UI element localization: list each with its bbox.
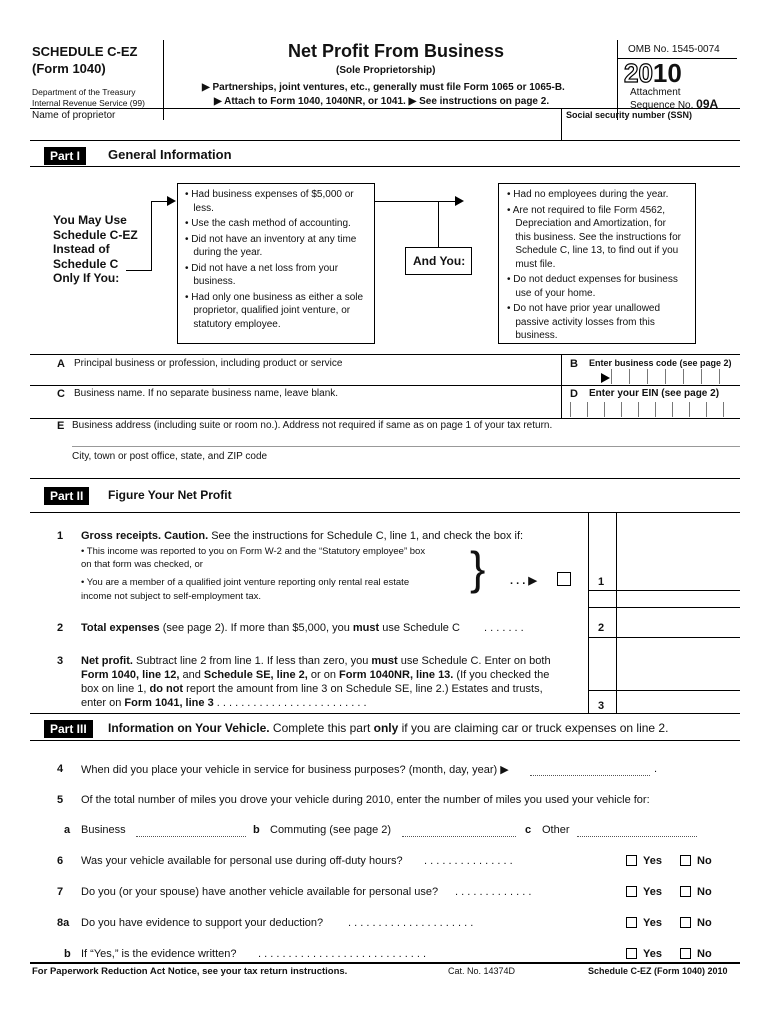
tax-year: 2010: [624, 58, 682, 88]
form-sub: (Form 1040): [32, 61, 106, 76]
line1-bullet1b: on that form was checked, or: [81, 559, 203, 570]
condition-b-line: use of your home.: [507, 287, 596, 299]
line8b-no-label: No: [697, 948, 712, 960]
line3-amount-field[interactable]: [617, 690, 740, 713]
line8a-no-checkbox[interactable]: [680, 917, 691, 928]
line4-date-field[interactable]: [530, 775, 650, 776]
condition-a-line: statutory employee.: [185, 318, 281, 330]
line4-label: When did you place your vehicle in service for business purposes? (month, day, year) ▶: [81, 764, 509, 776]
line8a-number: 8a: [57, 917, 70, 929]
line2-dots: . . . . . . .: [484, 622, 524, 634]
part3-title: Information on Your Vehicle. Complete this part only if you are claiming car or truck expenses on line 2.: [108, 721, 669, 735]
may-use-text: [53, 213, 138, 286]
condition-b-line: • Do not deduct expenses for business: [507, 274, 678, 285]
line5b-label: Commuting (see page 2): [270, 824, 392, 836]
conditions-list-a: [185, 188, 363, 331]
line-c-label: Business name. If no separate business name, leave blank.: [74, 388, 339, 399]
line8a-label: Do you have evidence to support your deduction?: [81, 917, 324, 929]
instruction-line1: ▶ Partnerships, joint ventures, etc., generally must file Form 1065 or 1065-B.: [202, 82, 565, 93]
line-c-letter: C: [57, 388, 65, 400]
line5b-letter: b: [253, 824, 260, 836]
arrow-right-icon: [601, 373, 610, 383]
line6-number: 6: [57, 855, 64, 867]
condition-a-line: • Did not have a net loss from your: [185, 262, 339, 274]
catalog-number: Cat. No. 14374D: [448, 966, 516, 976]
form-id: SCHEDULE C-EZ: [32, 44, 138, 59]
line3-row2: Form 1040, line 12, and Schedule SE, line 2, or on Form 1040NR, line 13. (If you checked the: [81, 669, 550, 681]
line8b-yes-checkbox[interactable]: [626, 948, 637, 959]
line8b-yes-label: Yes: [643, 948, 662, 960]
commuting-miles-field[interactable]: [402, 836, 516, 837]
line1-bullet1a: • This income was reported to you on Form W-2 and the “Statutory employee” box: [81, 546, 426, 557]
condition-b-line: • Do not have prior year unallowed: [507, 303, 661, 314]
ein-field[interactable]: [570, 402, 740, 417]
condition-a-line: • Did not have an inventory at any time: [185, 233, 357, 245]
line6-yes-label: Yes: [643, 855, 662, 867]
line5a-letter: a: [64, 824, 71, 836]
paperwork-notice: For Paperwork Reduction Act Notice, see your tax return instructions.: [32, 966, 348, 977]
line2-amount-field[interactable]: [617, 608, 740, 636]
condition-b-line: • Are not required to file Form 4562,: [507, 204, 666, 216]
line3-row3: box on line 1, do not report the amount from line 3 on Schedule SE, line 2.) Estates and trusts,: [81, 683, 543, 695]
proprietor-name-label: Name of proprietor: [32, 110, 116, 121]
line1-bullet2b: income not subject to self-employment tax.: [81, 591, 262, 602]
form-subtitle: (Sole Proprietorship): [336, 65, 436, 76]
part2-label: Part II: [44, 487, 89, 505]
line7-dots: . . . . . . . . . . . . .: [455, 886, 532, 898]
line-e-letter: E: [57, 420, 65, 432]
condition-b-line: Schedule C, line 13, to find out if you: [507, 245, 679, 256]
line1-label: Gross receipts. Caution. See the instructions for Schedule C, line 1, and check the box if:: [81, 530, 524, 542]
line1-amount-field[interactable]: [617, 591, 740, 607]
line7-no-label: No: [697, 886, 712, 898]
line8a-yes-checkbox[interactable]: [626, 917, 637, 928]
conditions-list-b: [507, 188, 681, 343]
and-you-label: And You:: [413, 254, 466, 268]
condition-a-line: • Use the cash method of accounting.: [185, 218, 351, 229]
may-use-line: Schedule C: [53, 256, 119, 271]
other-miles-field[interactable]: [577, 836, 697, 837]
part1-label: Part I: [44, 147, 86, 165]
city-label: City, town or post office, state, and ZIP code: [72, 451, 268, 462]
line5c-label: Other: [542, 824, 570, 836]
arrow-right-icon: [455, 196, 464, 206]
line7-yes-checkbox[interactable]: [626, 886, 637, 897]
line8b-label: If “Yes,” is the evidence written?: [81, 948, 237, 960]
condition-b-line: business.: [507, 330, 558, 341]
line8b-no-checkbox[interactable]: [680, 948, 691, 959]
line-b-label: Enter business code (see page 2): [589, 358, 732, 368]
line7-label: Do you (or your spouse) have another vehicle available for personal use?: [81, 886, 439, 898]
line6-yes-checkbox[interactable]: [626, 855, 637, 866]
line3-row4: enter on Form 1041, line 3 . . . . . . . . . . . . . . . . . . . . . . . . .: [81, 697, 367, 709]
sequence-label: Sequence No. 09A: [630, 97, 719, 111]
line5-label: Of the total number of miles you drove your vehicle during 2010, enter the number of miles you used your vehicle for:: [81, 794, 650, 806]
attachment-label: Attachment: [630, 87, 681, 98]
line1-number: 1: [57, 530, 64, 542]
line-d-letter: D: [570, 388, 578, 400]
line-d-label: Enter your EIN (see page 2): [589, 388, 720, 399]
line2-label: Total expenses (see page 2). If more than $5,000, you must use Schedule C: [81, 622, 460, 634]
line6-label: Was your vehicle available for personal use during off-duty hours?: [81, 855, 403, 867]
condition-b-line: passive activity losses from this: [507, 316, 655, 328]
part1-title: General Information: [108, 147, 232, 162]
may-use-line: Schedule C-EZ: [53, 227, 138, 242]
part2-title: Figure Your Net Profit: [108, 488, 232, 502]
condition-a-line: • Had only one business as either a sole: [185, 291, 364, 303]
line7-number: 7: [57, 886, 64, 898]
condition-b-line: must file.: [507, 258, 556, 270]
line5a-label: Business: [81, 824, 126, 836]
may-use-line: Only If You:: [53, 271, 120, 285]
line-a-label: Principal business or profession, including product or service: [74, 358, 343, 369]
dept-line2: Internal Revenue Service (99): [32, 98, 145, 108]
line3-row1: Net profit. Subtract line 2 from line 1. If less than zero, you must use Schedule C. Enter on both: [81, 655, 551, 667]
line4-end: .: [654, 763, 658, 775]
condition-a-line: during the year.: [185, 247, 263, 258]
line8a-yes-label: Yes: [643, 917, 662, 929]
line6-dots: . . . . . . . . . . . . . . .: [424, 855, 513, 867]
arrow-right-icon: [167, 196, 176, 206]
line7-yes-label: Yes: [643, 886, 662, 898]
brace-icon: }: [470, 542, 486, 594]
line-a-letter: A: [57, 358, 65, 370]
line5-number: 5: [57, 794, 64, 806]
condition-a-line: less.: [185, 202, 214, 214]
dept-line1: Department of the Treasury: [32, 87, 136, 97]
omb-number: OMB No. 1545-0074: [628, 44, 720, 55]
instruction-line2: ▶ Attach to Form 1040, 1040NR, or 1041. ▶ See instructions on page 2.: [214, 96, 550, 107]
line8a-dots: . . . . . . . . . . . . . . . . . . . . .: [348, 917, 474, 929]
condition-a-line: proprietor, qualified joint venture, or: [185, 305, 351, 316]
line2-box-number: 2: [598, 622, 605, 634]
form-title: Net Profit From Business: [288, 41, 505, 61]
line3-box-number: 3: [598, 700, 605, 712]
line-e-label: Business address (including suite or room no.). Address not required if same as on page 1 of your tax return.: [72, 420, 553, 431]
line6-no-label: No: [697, 855, 712, 867]
line5c-letter: c: [525, 824, 532, 836]
condition-a-line: • Had business expenses of $5,000 or: [185, 189, 354, 200]
line4-number: 4: [57, 763, 64, 775]
footer-form-id: Schedule C-EZ (Form 1040) 2010: [588, 966, 728, 976]
line1-box-number: 1: [598, 576, 605, 588]
line6-no-checkbox[interactable]: [680, 855, 691, 866]
may-use-line: You May Use: [53, 213, 127, 227]
line8b-dots: . . . . . . . . . . . . . . . . . . . . . . . . . . . .: [258, 948, 427, 960]
statutory-employee-checkbox[interactable]: [557, 572, 571, 586]
business-miles-field[interactable]: [136, 836, 246, 837]
line7-no-checkbox[interactable]: [680, 886, 691, 897]
line8b-letter: b: [64, 948, 71, 960]
line3-number: 3: [57, 655, 64, 667]
condition-b-line: • Had no employees during the year.: [507, 189, 669, 200]
line2-number: 2: [57, 622, 64, 634]
part3-label: Part III: [44, 720, 93, 738]
line8a-no-label: No: [697, 917, 712, 929]
line1-dots: . . . ▶: [510, 575, 537, 587]
line1-bullet2a: • You are a member of a qualified joint venture reporting only rental real estate: [81, 577, 410, 588]
ssn-label: Social security number (SSN): [566, 110, 693, 120]
line-b-letter: B: [570, 358, 578, 370]
condition-b-line: this business. See the instructions for: [507, 231, 681, 243]
condition-b-line: Depreciation and Amortization, for: [507, 218, 666, 229]
business-code-field[interactable]: [611, 369, 721, 384]
may-use-line: Instead of: [53, 242, 110, 256]
condition-a-line: business.: [185, 276, 236, 287]
